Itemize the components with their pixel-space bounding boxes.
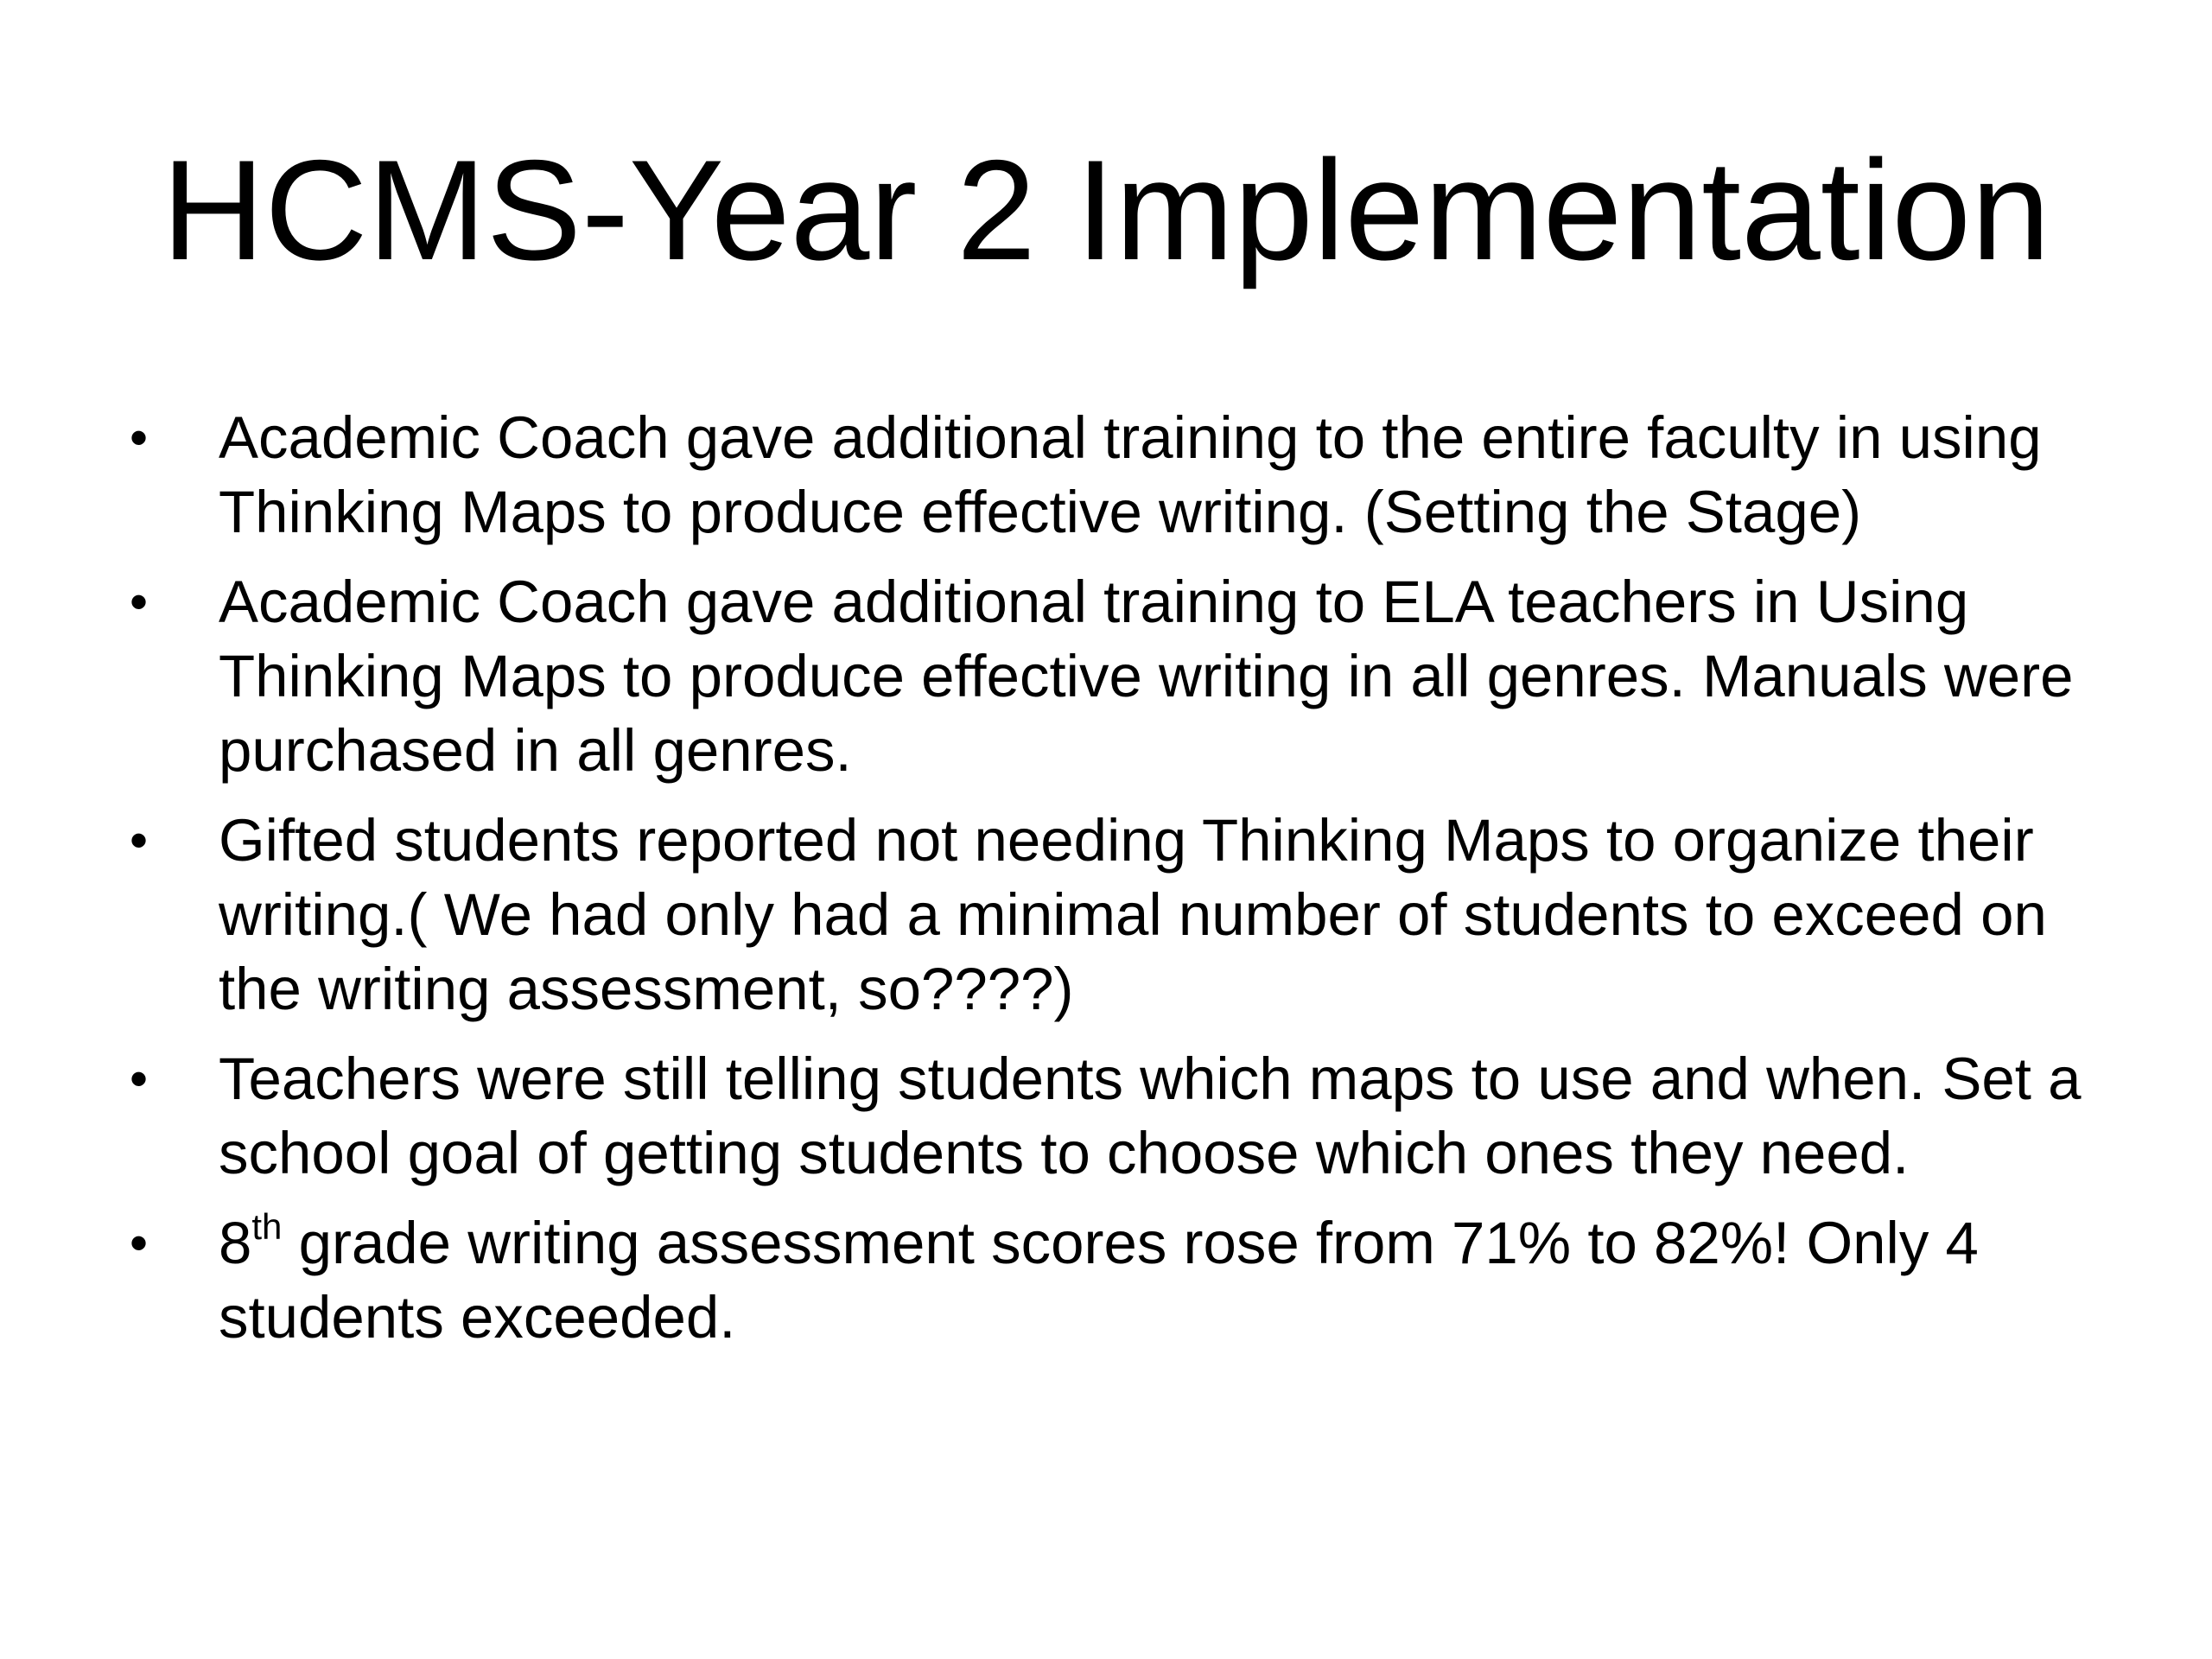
bullet-icon: • (130, 409, 149, 467)
bullet-text: Academic Coach gave additional training to ELA teachers in Using Thinking Maps to produce effective writing in all genres. Manuals were purchased in all genres. (219, 569, 2074, 784)
bullet-icon: • (130, 573, 149, 631)
bullet-icon: • (130, 811, 149, 869)
bullet-icon: • (130, 1214, 149, 1272)
bullet-text-rest: grade writing assessment scores rose from 71% to 82%! Only 4 students exceeded. (219, 1210, 1979, 1351)
bullet-icon: • (130, 1050, 149, 1108)
bullet-item (130, 1206, 2117, 1355)
bullet-text: Academic Coach gave additional training to the entire faculty in using Thinking Maps to produce effective writing. (Setting the Stage) (219, 404, 2042, 545)
bullet-item (130, 565, 2117, 788)
slide-title: HCMS-Year 2 Implementation (162, 130, 2050, 289)
bullet-text: Gifted students reported not needing Thinking Maps to organize their writing.( We had only had a minimal number of students to exceed on the writing assessment, so????) (219, 807, 2047, 1022)
bullet-list (130, 401, 2117, 1370)
ordinal-suffix: th (251, 1206, 283, 1247)
bullet-text: Teachers were still telling students which maps to use and when. Set a school goal of getting students to choose which ones they need. (219, 1046, 2082, 1186)
bullet-text (219, 1206, 2117, 1355)
bullet-item (130, 804, 2117, 1027)
bullet-item (130, 401, 2117, 550)
bullet-item (130, 1042, 2117, 1191)
grade-number: 8 (219, 1210, 252, 1276)
